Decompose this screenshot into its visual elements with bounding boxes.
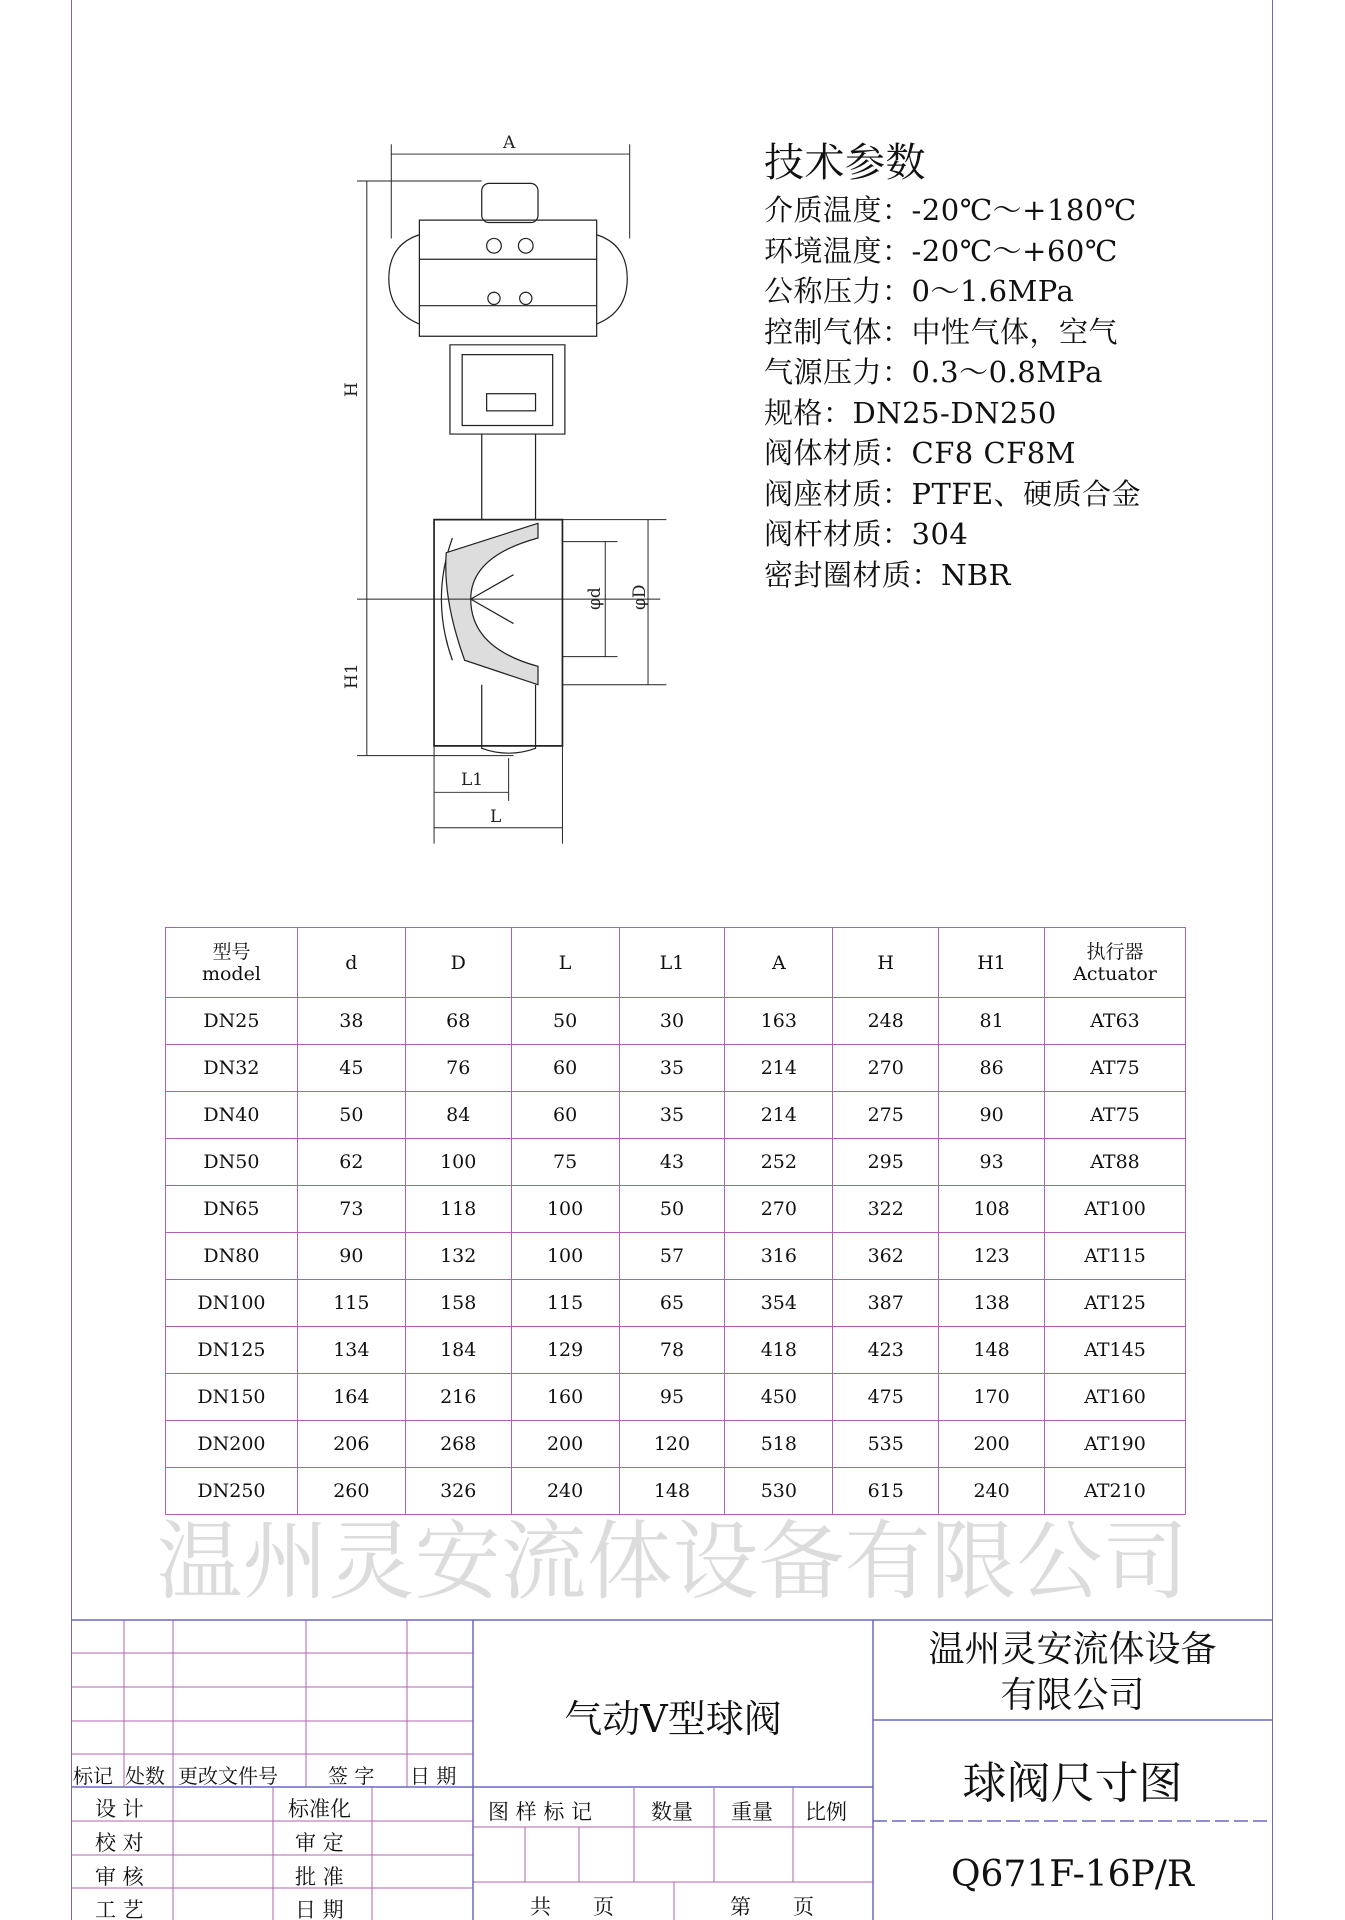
sign-label-review: 审 定: [295, 1831, 344, 1855]
table-cell: DN80: [166, 1233, 298, 1280]
company-line-1: 温州灵安流体设备: [928, 1629, 1217, 1670]
header-text: L1: [659, 951, 685, 974]
table-cell: 275: [833, 1092, 939, 1139]
table-cell: 148: [619, 1468, 725, 1515]
table-cell: 138: [939, 1280, 1045, 1327]
table-cell: 30: [619, 998, 725, 1045]
rev-header-doc: 更改文件号: [178, 1764, 278, 1788]
table-cell: 206: [297, 1421, 405, 1468]
sign-label-check: 校 对: [95, 1831, 144, 1855]
table-cell: 214: [725, 1092, 833, 1139]
sign-label-audit: 审 核: [95, 1865, 144, 1889]
table-cell: AT63: [1045, 998, 1186, 1045]
table-cell: 214: [725, 1045, 833, 1092]
total-pages: 共 页: [530, 1895, 614, 1919]
table-cell: 362: [833, 1233, 939, 1280]
table-cell: 322: [833, 1186, 939, 1233]
dim-label-phi-d: φd: [585, 587, 605, 610]
table-cell: 86: [939, 1045, 1045, 1092]
table-cell: 76: [405, 1045, 511, 1092]
header-text: 型号: [212, 940, 251, 963]
company-line-2: 有限公司: [1000, 1675, 1145, 1716]
table-cell: 615: [833, 1468, 939, 1515]
param-line: 阀杆材质：304: [764, 517, 969, 551]
header-text: d: [345, 951, 358, 974]
table-cell: DN50: [166, 1139, 298, 1186]
table-cell: 518: [725, 1421, 833, 1468]
table-cell: AT75: [1045, 1045, 1186, 1092]
table-cell: 38: [297, 998, 405, 1045]
param-line: 公称压力：0～1.6MPa: [764, 274, 1075, 308]
table-cell: 240: [939, 1468, 1045, 1515]
table-cell: DN150: [166, 1374, 298, 1421]
table-cell: 100: [511, 1233, 619, 1280]
table-cell: 530: [725, 1468, 833, 1515]
sign-label-standard: 标准化: [288, 1797, 351, 1821]
header-text: 执行器: [1086, 940, 1144, 963]
table-cell: 252: [725, 1139, 833, 1186]
param-line: 阀座材质：PTFE、硬质合金: [764, 476, 1142, 511]
table-cell: 248: [833, 998, 939, 1045]
table-cell: 60: [511, 1045, 619, 1092]
table-cell: 184: [405, 1327, 511, 1374]
table-cell: 418: [725, 1327, 833, 1374]
sign-label-process: 工 艺: [95, 1898, 144, 1920]
table-cell: AT75: [1045, 1092, 1186, 1139]
product-name: 气动V型球阀: [564, 1697, 782, 1741]
table-cell: 95: [619, 1374, 725, 1421]
table-cell: 129: [511, 1327, 619, 1374]
header-text: D: [450, 951, 466, 974]
table-cell: 50: [511, 998, 619, 1045]
header-text: H: [877, 951, 894, 974]
table-cell: AT100: [1045, 1186, 1186, 1233]
table-cell: 260: [297, 1468, 405, 1515]
table-cell: 90: [297, 1233, 405, 1280]
table-cell: 270: [833, 1045, 939, 1092]
table-cell: 354: [725, 1280, 833, 1327]
table-cell: 73: [297, 1186, 405, 1233]
param-line: 控制气体：中性气体，空气: [764, 314, 1119, 349]
table-cell: 81: [939, 998, 1045, 1045]
dim-label-A: A: [503, 133, 516, 153]
table-cell: AT190: [1045, 1421, 1186, 1468]
company-name: [873, 1627, 1272, 1719]
table-cell: 316: [725, 1233, 833, 1280]
table-cell: 43: [619, 1139, 725, 1186]
table-cell: DN65: [166, 1186, 298, 1233]
params-title: 技术参数: [764, 140, 926, 186]
table-cell: AT115: [1045, 1233, 1186, 1280]
table-cell: AT145: [1045, 1327, 1186, 1374]
table-cell: 158: [405, 1280, 511, 1327]
table-cell: DN32: [166, 1045, 298, 1092]
mark-header-qty: 数量: [651, 1800, 693, 1824]
table-cell: DN25: [166, 998, 298, 1045]
table-cell: 295: [833, 1139, 939, 1186]
watermark: 温州灵安流体设备有限公司: [156, 1512, 1189, 1612]
table-cell: DN40: [166, 1092, 298, 1139]
table-cell: 68: [405, 998, 511, 1045]
table-cell: 450: [725, 1374, 833, 1421]
dim-label-H1: H1: [342, 663, 362, 689]
table-cell: 45: [297, 1045, 405, 1092]
table-cell: 423: [833, 1327, 939, 1374]
header-text: A: [771, 951, 786, 974]
table-cell: 100: [405, 1139, 511, 1186]
table-cell: 65: [619, 1280, 725, 1327]
table-cell: 200: [511, 1421, 619, 1468]
table-cell: 35: [619, 1045, 725, 1092]
param-line: 规格：DN25-DN250: [764, 395, 1057, 430]
param-line: 气源压力：0.3～0.8MPa: [764, 355, 1103, 389]
page-number: 第 页: [730, 1895, 814, 1919]
table-cell: AT160: [1045, 1374, 1186, 1421]
table-cell: 118: [405, 1186, 511, 1233]
dim-label-phi-D: φD: [630, 584, 650, 610]
table-cell: 62: [297, 1139, 405, 1186]
table-cell: 164: [297, 1374, 405, 1421]
table-cell: DN100: [166, 1280, 298, 1327]
rev-header-count: 处数: [125, 1764, 165, 1788]
table-cell: 50: [297, 1092, 405, 1139]
table-cell: 132: [405, 1233, 511, 1280]
header-text: model: [201, 962, 261, 985]
table-cell: 163: [725, 998, 833, 1045]
dim-label-H: H: [342, 382, 362, 397]
rev-header-date: 日 期: [410, 1764, 457, 1788]
sign-label-design: 设 计: [95, 1797, 144, 1821]
param-line: 阀体材质：CF8 CF8M: [764, 436, 1076, 470]
mark-header-pattern: 图 样 标 记: [488, 1800, 593, 1824]
table-cell: AT88: [1045, 1139, 1186, 1186]
table-cell: 93: [939, 1139, 1045, 1186]
mark-header-weight: 重量: [731, 1800, 773, 1824]
table-cell: 123: [939, 1233, 1045, 1280]
table-cell: 387: [833, 1280, 939, 1327]
mark-header-scale: 比例: [805, 1800, 847, 1824]
table-cell: 100: [511, 1186, 619, 1233]
table-cell: 75: [511, 1139, 619, 1186]
table-cell: 240: [511, 1468, 619, 1515]
table-cell: 270: [725, 1186, 833, 1233]
param-line: 密封圈材质：NBR: [764, 557, 1012, 592]
table-cell: 134: [297, 1327, 405, 1374]
table-cell: 148: [939, 1327, 1045, 1374]
table-cell: AT125: [1045, 1280, 1186, 1327]
table-cell: 108: [939, 1186, 1045, 1233]
table-cell: 216: [405, 1374, 511, 1421]
table-cell: DN125: [166, 1327, 298, 1374]
table-cell: 57: [619, 1233, 725, 1280]
sign-label-date: 日 期: [295, 1898, 344, 1920]
param-line: 介质温度：-20℃～+180℃: [764, 193, 1137, 227]
table-cell: DN200: [166, 1421, 298, 1468]
table-cell: 78: [619, 1327, 725, 1374]
rev-header-sign: 签 字: [328, 1764, 375, 1788]
table-cell: 115: [511, 1280, 619, 1327]
table-cell: 50: [619, 1186, 725, 1233]
table-cell: 35: [619, 1092, 725, 1139]
sign-label-approve: 批 准: [295, 1865, 344, 1889]
table-cell: 120: [619, 1421, 725, 1468]
model-number: Q671F-16P/R: [950, 1854, 1195, 1895]
table-cell: 160: [511, 1374, 619, 1421]
table-cell: 535: [833, 1421, 939, 1468]
header-text: H1: [977, 951, 1006, 974]
param-line: 环境温度：-20℃～+60℃: [764, 233, 1118, 268]
rev-header-mark: 标记: [73, 1764, 113, 1788]
dim-label-L: L: [490, 807, 502, 827]
table-cell: 268: [405, 1421, 511, 1468]
table-cell: 475: [833, 1374, 939, 1421]
header-text: L: [558, 951, 572, 974]
table-cell: 326: [405, 1468, 511, 1515]
table-cell: 90: [939, 1092, 1045, 1139]
dim-label-L1: L1: [461, 770, 484, 790]
table-cell: AT210: [1045, 1468, 1186, 1515]
table-cell: 60: [511, 1092, 619, 1139]
table-cell: 84: [405, 1092, 511, 1139]
table-cell: 170: [939, 1374, 1045, 1421]
table-cell: 200: [939, 1421, 1045, 1468]
header-text: Actuator: [1073, 962, 1157, 985]
table-cell: DN250: [166, 1468, 298, 1515]
drawing-title: 球阀尺寸图: [962, 1758, 1183, 1809]
table-cell: 115: [297, 1280, 405, 1327]
